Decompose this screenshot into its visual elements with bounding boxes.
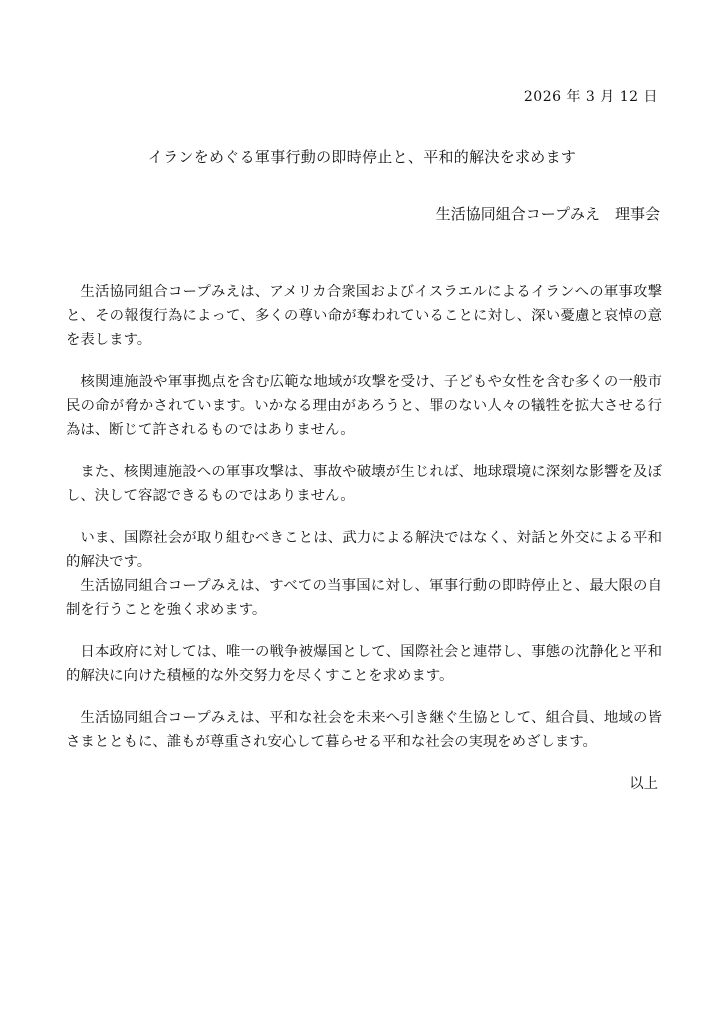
paragraph-4: いま、国際社会が取り組むべきことは、武力による解決ではなく、対話と外交による平和的解決です。 — [66, 530, 662, 570]
paragraph-1: 生活協同組合コープみえは、アメリカ合衆国およびイスラエルによるイランへの軍事攻撃と、その報復行為によって、多くの尊い命が奪われていることに対し、深い憂慮と哀悼の意を表します。 — [66, 284, 662, 348]
paragraph-5: 生活協同組合コープみえは、すべての当事国に対し、軍事行動の即時停止と、最大限の自制を行うことを強く求めます。 — [66, 578, 662, 618]
paragraph-3: また、核関連施設への軍事攻撃は、事故や破壊が生じれば、地球環境に深刻な影響を及ぼし、決して容認できるものではありません。 — [66, 464, 662, 504]
document-title: イランをめぐる軍事行動の即時停止と、平和的解決を求めます — [147, 148, 577, 166]
paragraph-7: 生活協同組合コープみえは、平和な社会を未来へ引き継ぐ生協として、組合員、地域の皆さまとともに、誰もが尊重され安心して暮らせる平和な社会の実現をめざします。 — [66, 710, 662, 750]
paragraph-6: 日本政府に対しては、唯一の戦争被爆国として、国際社会と連帯し、事態の沈静化と平和的解決に向けた積極的な外交努力を尽くすことを求めます。 — [66, 644, 662, 684]
issuing-organization: 生活協同組合コープみえ 理事会 — [435, 205, 660, 223]
paragraph-2: 核関連施設や軍事拠点を含む広範な地域が攻撃を受け、子どもや女性を含む多くの一般市民の命が脅かされています。いかなる理由があろうと、罪のない人々の犠牲を拡大させる行為は、断じて許されるものではありません。 — [66, 374, 662, 438]
closing-mark: 以上 — [629, 776, 658, 792]
document-body — [66, 280, 662, 754]
document-date: 2026 年 3 月 12 日 — [523, 89, 658, 105]
